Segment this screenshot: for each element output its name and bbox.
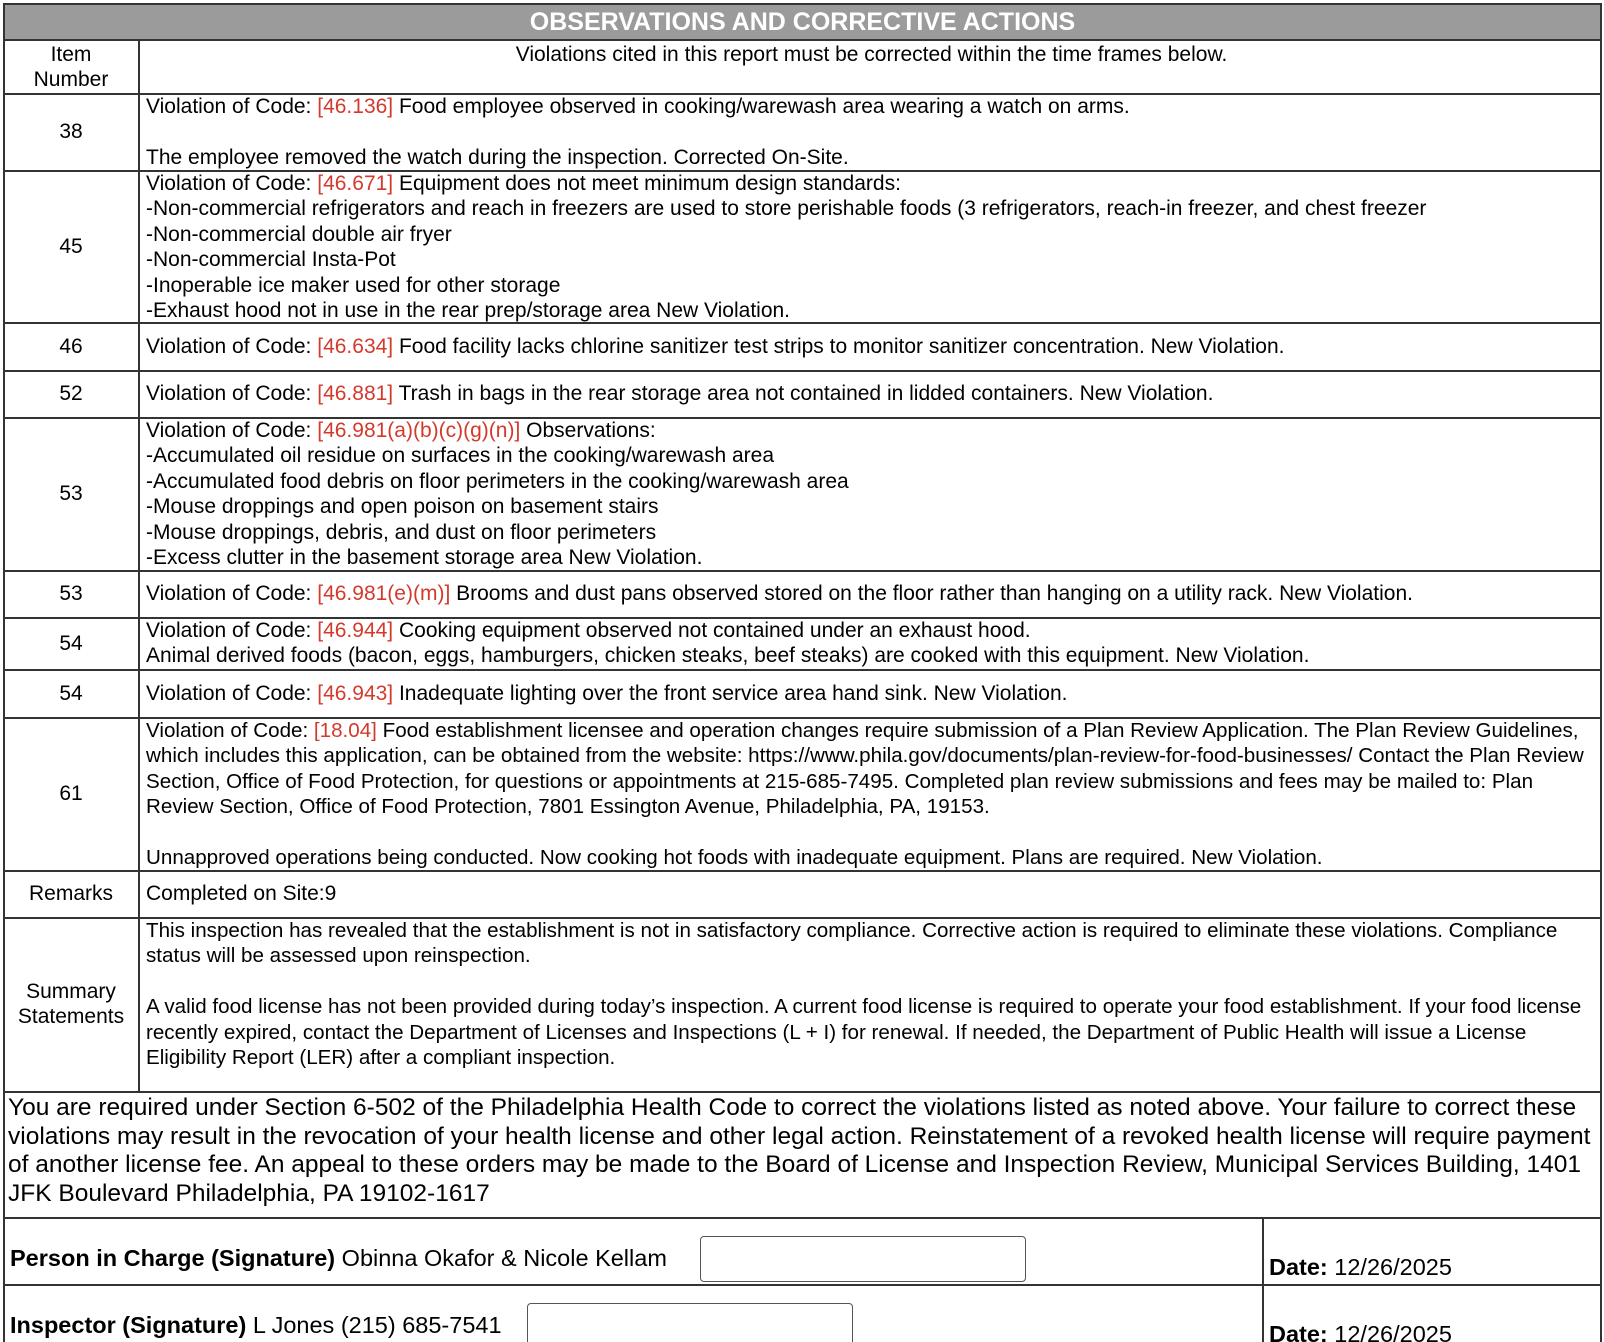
table-right-border	[1600, 40, 1602, 1342]
violation-text	[146, 681, 1596, 706]
violation-description: Inadequate lighting over the front service area hand sink. New Violation.	[393, 682, 1068, 705]
violation-prefix: Violation of Code:	[146, 682, 318, 705]
item-number: 54	[59, 681, 83, 705]
remarks-row	[3, 870, 1602, 919]
violation-prefix: Violation of Code:	[146, 582, 318, 605]
item-number: 46	[59, 334, 83, 358]
inspector-label: Inspector (Signature)	[10, 1312, 247, 1338]
date-value: 12/26/2025	[1334, 1254, 1452, 1280]
violation-prefix: Violation of Code:	[146, 335, 318, 358]
violation-prefix: Violation of Code:	[146, 419, 318, 442]
summary-label: Summary Statements	[17, 980, 125, 1028]
violation-text	[146, 94, 1596, 170]
violation-row	[3, 417, 1602, 572]
violation-prefix: Violation of Code:	[146, 719, 314, 742]
signature-row-separator	[3, 1284, 1602, 1286]
code-reference: [46.671]	[317, 172, 394, 195]
date-column-separator	[1262, 1217, 1264, 1342]
item-number: 38	[59, 120, 83, 143]
person-in-charge-name: Obinna Okafor & Nicole Kellam	[341, 1245, 667, 1271]
item-number: 45	[59, 234, 83, 258]
inspector-name: L Jones (215) 685-7541	[252, 1312, 502, 1338]
remarks-text: Completed on Site:9	[146, 882, 337, 905]
violation-row	[3, 617, 1602, 671]
item-number: 54	[59, 631, 83, 655]
table-left-border	[3, 40, 5, 1342]
date-label: Date:	[1269, 1321, 1328, 1342]
violation-prefix: Violation of Code:	[146, 95, 318, 118]
summary-text: This inspection has revealed that the establishment is not in satisfactory compliance. Corrective action is required to eliminate these violations. Compliance status will be assessed upon reinspection. A valid food license has not been provided during today’s inspection. A current food license is required to operate your food establishment. If your food license recently expired, contact the Department of Licenses and Inspections (L + I) for renewal. If needed, the Department of Public Health will issue a License Eligibility Report (LER) after a compliant inspection.	[146, 919, 1582, 1070]
violation-row	[3, 370, 1602, 419]
code-reference: [46.944]	[317, 619, 394, 642]
date-value: 12/26/2025	[1334, 1321, 1452, 1342]
column-header-row	[3, 40, 1602, 95]
item-number: 53	[59, 482, 83, 505]
legal-bottom-border	[3, 1217, 1602, 1219]
violation-description: Observations: -Accumulated oil residue on surfaces in the cooking/warewash area -Accumulated food debris on floor perimeters in the cooking/warewash area -Mouse droppings and open poison on basement stairs -Mouse droppings, debris, and dust on floor perimeters -Excess clutter in the basement storage area New Violation.	[146, 419, 849, 570]
summary-row	[3, 917, 1602, 1093]
item-number: 52	[59, 382, 83, 405]
code-reference: [18.04]	[313, 719, 377, 742]
violation-prefix: Violation of Code:	[146, 619, 318, 642]
violation-description: Equipment does not meet minimum design standards: -Non-commercial refrigerators and reach in freezers are used to store perishable foods (3 refrigerators, reach-in freezer, and chest freezer -Non-commercial double air fryer -Non-commercial Insta-Pot -Inoperable ice maker used for other storage -Exhaust hood not in use in the rear prep/storage area New Violation.	[146, 172, 1427, 323]
legal-notice: You are required under Section 6-502 of the Philadelphia Health Code to correct the violations listed as noted above. Your failure to correct these violations may result in the revocation of your health license and other legal action. Reinstatement of a revoked health license will require payment of another license fee. An appeal to these orders may be made to the Board of License and Inspection Review, Municipal Services Building, 1401 JFK Boulevard Philadelphia, PA 19102-1617	[8, 1094, 1591, 1207]
violation-description: Food facility lacks chlorine sanitizer test strips to monitor sanitizer concentration. New Violation.	[393, 335, 1285, 358]
violation-description: Food employee observed in cooking/warewash area wearing a watch on arms. The employee removed the watch during the inspection. Corrected On-Site.	[146, 95, 1130, 169]
inspector-date	[1269, 1321, 1452, 1342]
item-number-header: Item Number	[33, 42, 109, 91]
code-reference: [46.981(a)(b)(c)(g)(n)]	[317, 419, 521, 442]
item-number: 53	[59, 582, 83, 605]
violation-text	[146, 581, 1596, 606]
violation-description: Brooms and dust pans observed stored on the floor rather than hanging on a utility rack. New Violation.	[450, 582, 1413, 605]
person-in-charge-label: Person in Charge (Signature)	[10, 1245, 336, 1271]
person-in-charge-date	[1269, 1254, 1452, 1281]
code-reference: [46.881]	[317, 382, 394, 405]
remarks-label: Remarks	[28, 882, 113, 905]
violation-row	[3, 170, 1602, 324]
violation-text	[146, 618, 1596, 669]
code-reference: [46.136]	[317, 95, 394, 118]
violation-text	[146, 418, 1596, 570]
person-in-charge-signature-box[interactable]	[700, 1236, 1026, 1282]
item-number: 61	[59, 782, 83, 805]
violation-row	[3, 93, 1602, 172]
violation-text	[146, 381, 1596, 406]
code-reference: [46.943]	[317, 682, 394, 705]
violation-row	[3, 669, 1602, 719]
code-reference: [46.981(e)(m)]	[317, 582, 451, 605]
violation-description: Trash in bags in the rear storage area not contained in lidded containers. New Violation.	[393, 382, 1214, 405]
time-frame-notice: Violations cited in this report must be corrected within the time frames below.	[515, 43, 1228, 66]
inspector-signature-box[interactable]	[527, 1303, 853, 1342]
violation-description: Cooking equipment observed not contained under an exhaust hood. Animal derived foods (bacon, eggs, hamburgers, chicken steaks, beef steaks) are cooked with this equipment. New Violation.	[146, 619, 1310, 668]
violation-row	[3, 322, 1602, 372]
violation-prefix: Violation of Code:	[146, 382, 318, 405]
code-reference: [46.634]	[317, 335, 394, 358]
violation-text	[146, 334, 1596, 359]
violation-description: Food establishment licensee and operation changes require submission of a Plan Review Application. The Plan Review Guidelines, which includes this application, can be obtained from the website: https://www.phila.gov/documents/plan-review-for-food-businesses/ Contact the Plan Review Section, Office of Food Protection, for questions or appointments at 215-685-7495. Completed plan review submissions and fees may be mailed to: Plan Review Section, Office of Food Protection, 7801 Essington Avenue, Philadelphia, PA, 19153. Unnapproved operations being conducted. Now cooking hot foods with inadequate equipment. Plans are required. New Violation.	[146, 719, 1584, 870]
section-header: OBSERVATIONS AND CORRECTIVE ACTIONS	[3, 3, 1602, 41]
violation-text	[146, 718, 1596, 870]
date-label: Date:	[1269, 1254, 1328, 1280]
violation-row	[3, 570, 1602, 619]
violation-text	[146, 171, 1596, 323]
column-separator	[138, 40, 140, 1092]
violation-prefix: Violation of Code:	[146, 172, 318, 195]
violation-row	[3, 717, 1602, 872]
inspector-line	[10, 1312, 502, 1339]
person-in-charge-line	[10, 1245, 667, 1272]
